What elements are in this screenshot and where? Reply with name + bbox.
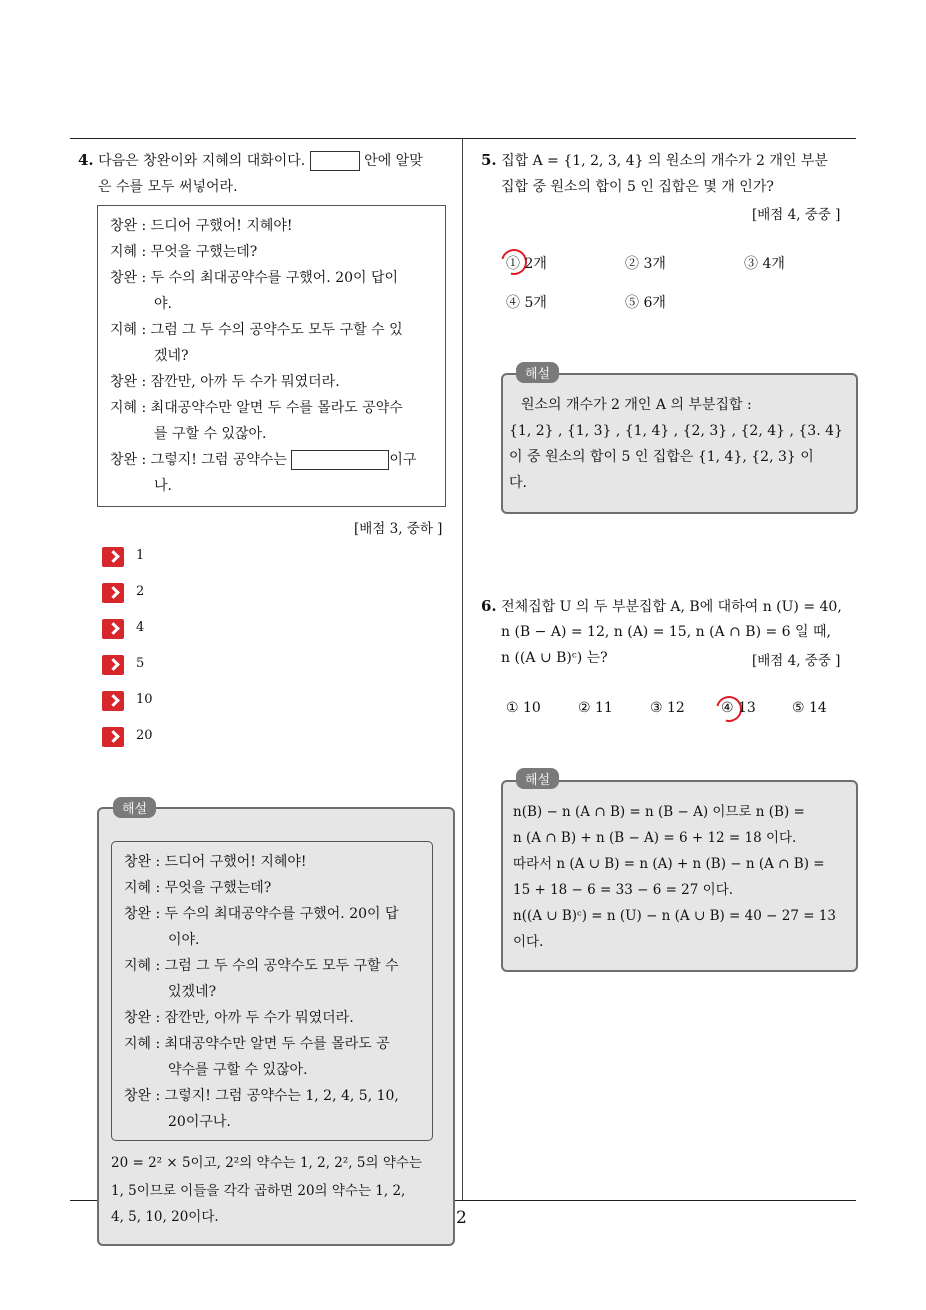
q5-stem-text1: 집합 A = {1, 2, 3, 4} 의 원소의 개수가 2 개인 부분 (501, 153, 828, 169)
q4-option-label: 10 (136, 692, 153, 707)
option-arrow-icon[interactable] (102, 619, 124, 639)
q4-solution-box (97, 807, 455, 1246)
q4-stem-line1 (78, 150, 423, 171)
q4-dlg-row: 지혜 : 무엇을 구했는데? (110, 244, 258, 260)
top-rule (70, 138, 856, 139)
q4-dlg-row: 지혜 : 그럼 그 두 수의 공약수도 모두 구할 수 있 (110, 322, 403, 338)
q5-stem-line1 (481, 150, 828, 171)
q4-option-label: 20 (136, 728, 153, 743)
q5-stem-line2: 집합 중 원소의 합이 5 인 집합은 몇 개 인가? (501, 179, 774, 195)
sol-dlg-row: 창완 : 드디어 구했어! 지혜야! (124, 854, 307, 870)
q4-dlg-row: 지혜 : 최대공약수만 알면 두 수를 몰라도 공약수 (110, 400, 403, 416)
sol-dlg-row-cont: 약수를 구할 수 있잖아. (168, 1062, 308, 1078)
q5-choice[interactable]: ⑤ 6개 (625, 295, 666, 311)
q4-meta: [배점 3, 중하 ] (354, 521, 443, 537)
q4-answer-blank (291, 450, 389, 470)
column-divider (462, 139, 463, 1201)
q6-sol-text: 15 + 18 − 6 = 33 − 6 = 27 이다. (513, 882, 734, 898)
q6-sol-text: 따라서 n (A ∪ B) = n (A) + n (B) − n (A ∩ B) = (513, 856, 825, 872)
q4-dlg-row-cont: 를 구할 수 있잖아. (154, 426, 267, 442)
sol-dlg-row: 창완 : 잠깐만, 아까 두 수가 뭐였더라. (124, 1010, 354, 1026)
q4-sol-text: 20 = 2² × 5이고, 2²의 약수는 1, 2, 2², 5의 약수는 (111, 1155, 422, 1171)
q4-solution-tag: 해설 (113, 797, 156, 818)
q5-solution-box (501, 373, 858, 514)
q5-solution-tag: 해설 (516, 362, 559, 383)
q6-sol-text: n((A ∪ B)ᶜ) = n (U) − n (A ∪ B) = 40 − 27 = 13 (513, 908, 836, 924)
q4-dlg-row-cont: 야. (154, 296, 172, 312)
q6-choice[interactable]: ② 11 (578, 700, 613, 716)
q6-stem-line2: n (B − A) = 12, n (A) = 15, n (A ∩ B) = 6 일 때, (501, 624, 831, 640)
q4-option-label: 1 (136, 548, 145, 563)
q5-choice[interactable]: ③ 4개 (744, 256, 785, 272)
option-arrow-icon[interactable] (102, 655, 124, 675)
q6-stem-line1 (481, 596, 842, 617)
q6-sol-text: 이다. (513, 934, 544, 950)
option-arrow-icon[interactable] (102, 691, 124, 711)
q6-choice[interactable]: ⑤ 14 (792, 700, 827, 716)
q6-choice[interactable]: ③ 12 (650, 700, 685, 716)
sol-dlg-row: 창완 : 두 수의 최대공약수를 구했어. 20이 답 (124, 906, 399, 922)
q4-sol-text: 1, 5이므로 이들을 각각 곱하면 20의 약수는 1, 2, (111, 1183, 406, 1199)
q4-dialogue-box (97, 205, 446, 507)
q4-stem-blank (310, 151, 360, 171)
q5-sol-text: 이 중 원소의 합이 5 인 집합은 {1, 4}, {2, 3} 이 (509, 449, 814, 465)
option-arrow-icon[interactable] (102, 547, 124, 567)
page-number: 2 (456, 1208, 467, 1228)
q4-stem-text1: 다음은 창완이와 지혜의 대화이다. (98, 153, 306, 169)
q6-stem-text1: 전체집합 U 의 두 부분집합 A, B에 대하여 n (U) = 40, (501, 599, 842, 615)
sol-dlg-row-cont: 이야. (168, 932, 200, 948)
sol-dlg-row: 지혜 : 최대공약수만 알면 두 수를 몰라도 공 (124, 1036, 390, 1052)
option-arrow-icon[interactable] (102, 583, 124, 603)
q6-stem-line3: n ((A ∪ B)ᶜ) 는? (501, 650, 608, 666)
sol-dlg-row: 지혜 : 무엇을 구했는데? (124, 880, 272, 896)
q5-number: 5. (481, 151, 497, 169)
q4-dlg-row: 창완 : 그렇지! 그럼 공약수는 이구 (110, 452, 417, 468)
q4-dlg-row-cont: 겠네? (154, 348, 189, 364)
q4-option-label: 2 (136, 584, 145, 599)
q4-dlg-row: 창완 : 드디어 구했어! 지혜야! (110, 218, 293, 234)
q6-number: 6. (481, 597, 497, 615)
sol-dlg-row-cont: 20이구나. (168, 1114, 231, 1130)
q4-solution-dialogue (111, 841, 433, 1141)
q4-dlg-row-cont: 나. (154, 478, 172, 494)
q4-stem-text1b: 안에 알맞 (364, 153, 423, 169)
sol-dlg-row: 지혜 : 그럼 그 두 수의 공약수도 모두 구할 수 (124, 958, 399, 974)
q6-sol-text: n(B) − n (A ∩ B) = n (B − A) 이므로 n (B) = (513, 804, 805, 820)
sol-dlg-row: 창완 : 그렇지! 그럼 공약수는 1, 2, 4, 5, 10, (124, 1088, 399, 1104)
q5-sol-text: 원소의 개수가 2 개인 A 의 부분집합 : (521, 397, 752, 413)
q4-number: 4. (78, 151, 94, 169)
q5-choice[interactable]: ① 2개 (506, 256, 547, 272)
sol-dlg-row-cont: 있겠네? (168, 984, 217, 1000)
q6-sol-text: n (A ∩ B) + n (B − A) = 6 + 12 = 18 이다. (513, 830, 797, 846)
q6-solution-box (501, 780, 858, 972)
q4-dlg-row: 창완 : 잠깐만, 아까 두 수가 뭐였더라. (110, 374, 340, 390)
q6-choice[interactable]: ④ 13 (721, 700, 756, 716)
q6-meta: [배점 4, 중중 ] (752, 653, 841, 669)
q5-meta: [배점 4, 중중 ] (752, 207, 841, 223)
q4-sol-text: 4, 5, 10, 20이다. (111, 1209, 219, 1225)
q5-choice[interactable]: ④ 5개 (506, 295, 547, 311)
q4-dlg-row: 창완 : 두 수의 최대공약수를 구했어. 20이 답이 (110, 270, 399, 286)
q6-solution-tag: 해설 (516, 768, 559, 789)
q5-sol-text: 다. (509, 475, 527, 491)
q5-choice[interactable]: ② 3개 (625, 256, 666, 272)
q4-option-label: 4 (136, 620, 145, 635)
q6-choice[interactable]: ① 10 (506, 700, 541, 716)
q4-stem-line2: 은 수를 모두 써넣어라. (98, 179, 238, 195)
q4-option-label: 5 (136, 656, 145, 671)
q5-sol-text: {1, 2} , {1, 3} , {1, 4} , {2, 3} , {2, 4} , {3. 4} (509, 423, 843, 439)
option-arrow-icon[interactable] (102, 727, 124, 747)
